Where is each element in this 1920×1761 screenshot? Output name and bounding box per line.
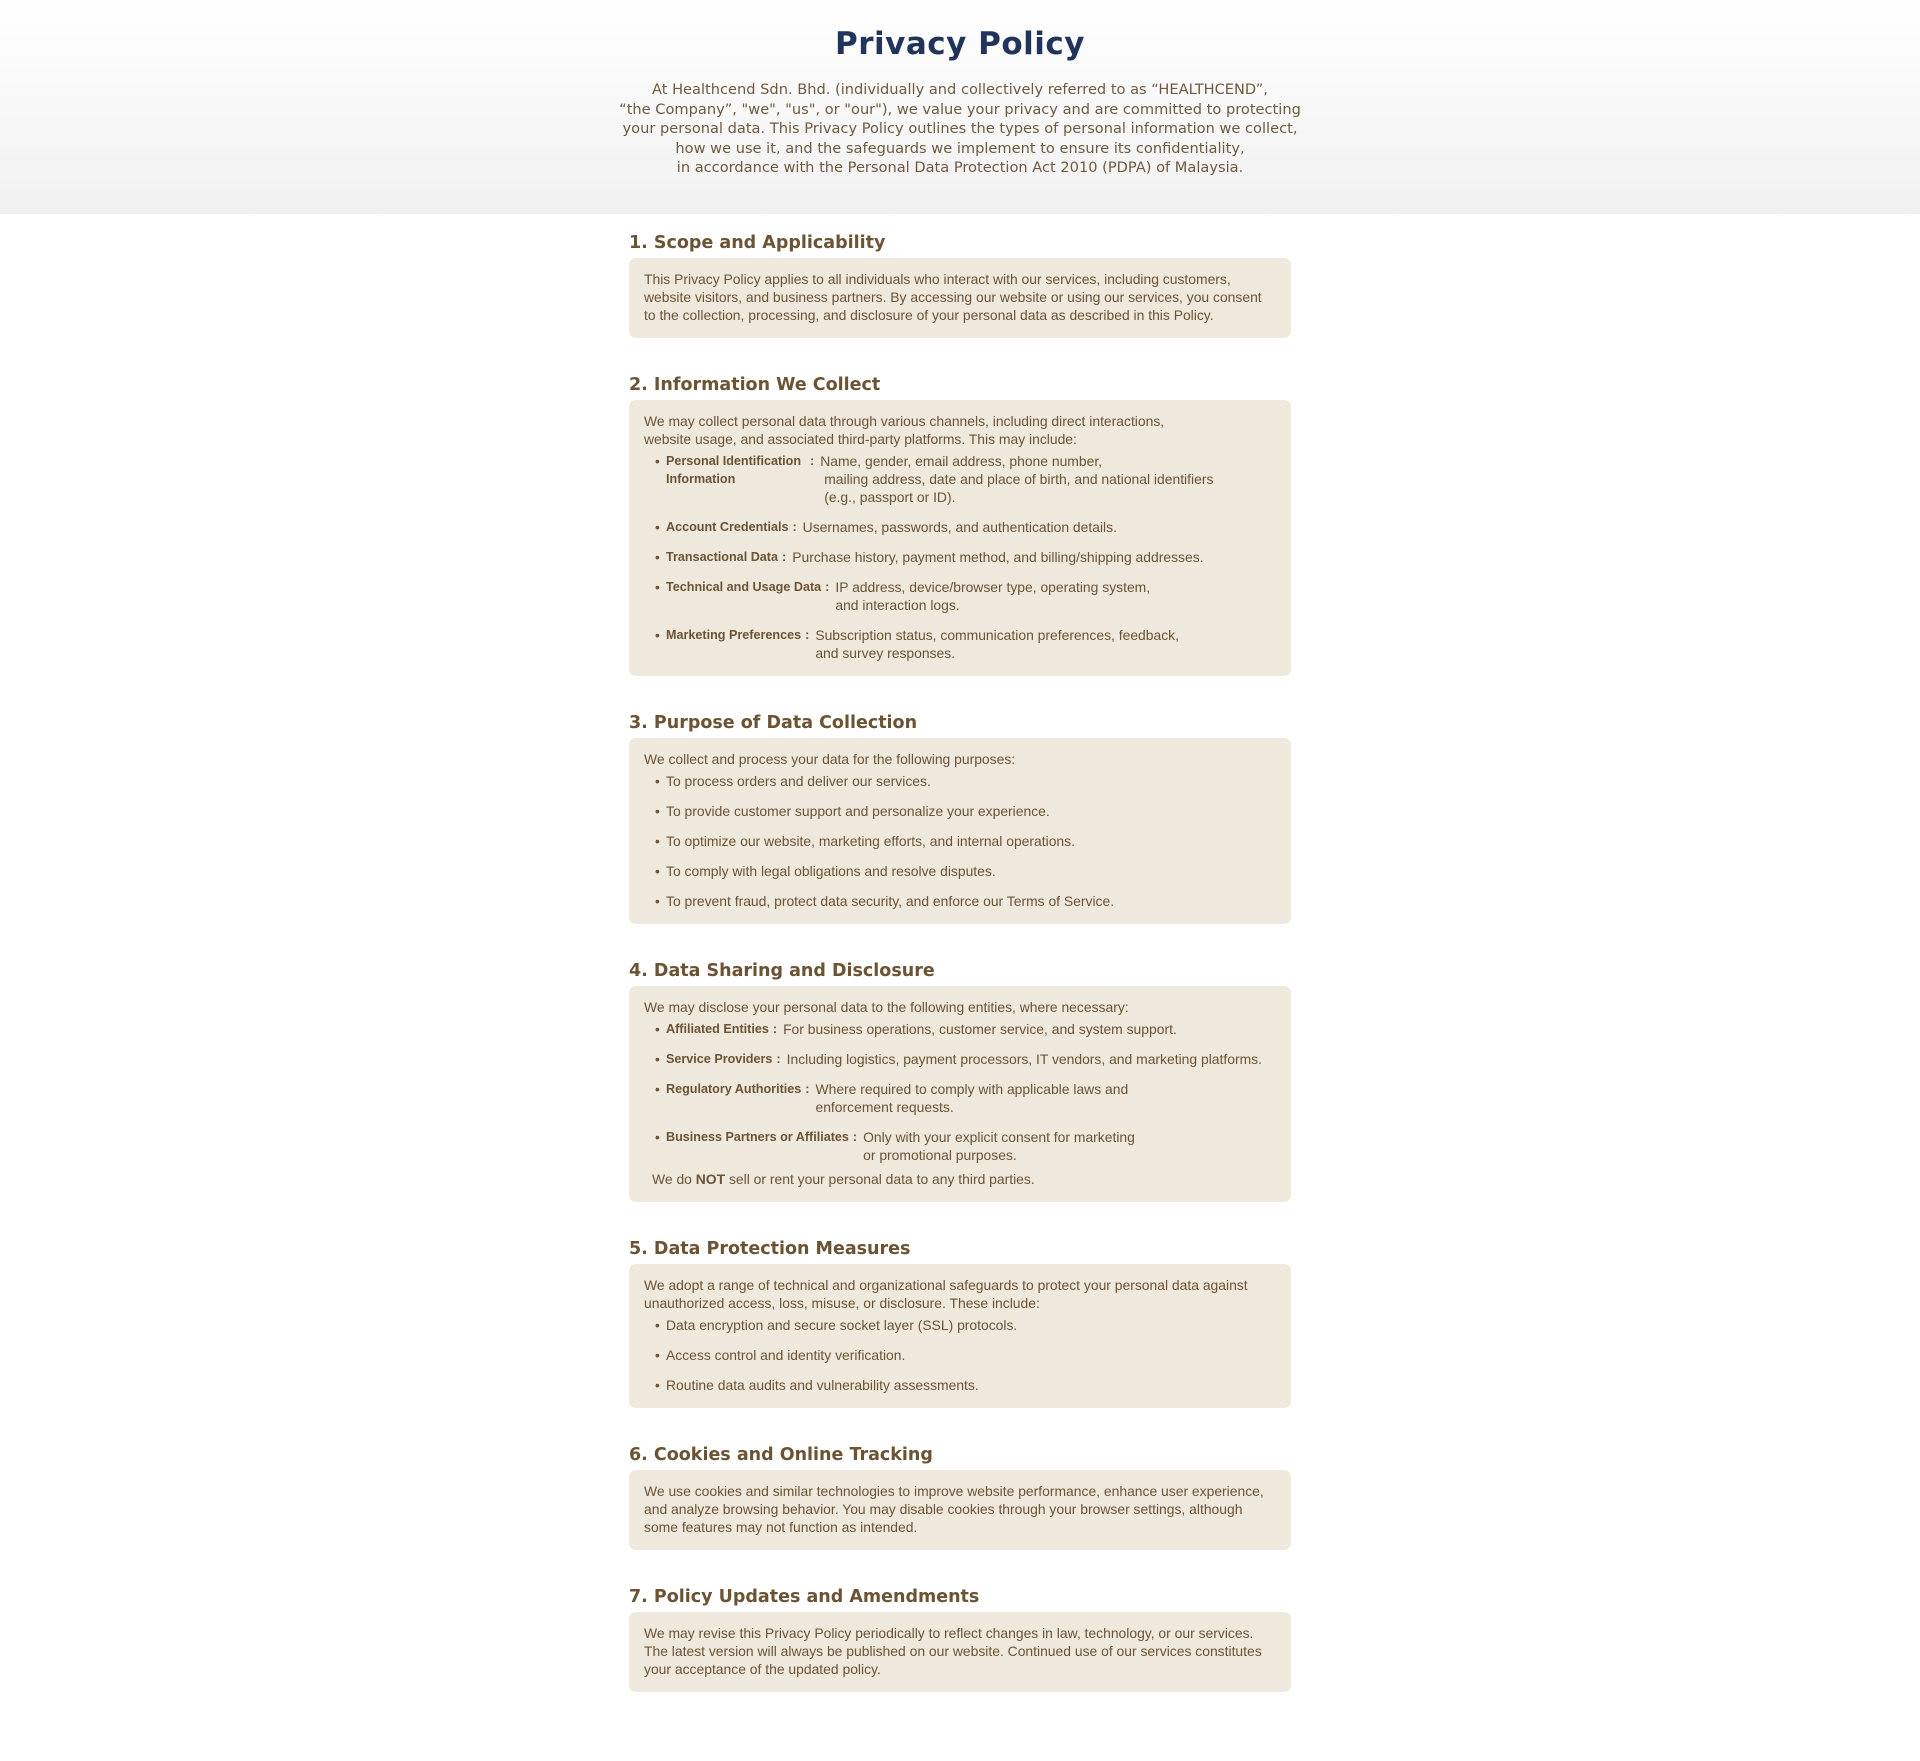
item-term: • Technical and Usage Data <box>666 580 822 594</box>
list-item: • To process orders and deliver our services. <box>666 772 1276 790</box>
list-item: • Business Partners or Affiliates : Only with your explicit consent for marketing or promotional purposes. <box>666 1128 1276 1164</box>
list-item: • Regulatory Authorities : Where required to comply with applicable laws and enforcement requests. <box>666 1080 1276 1116</box>
item-description: For business operations, customer service, and system support. <box>783 1021 1177 1037</box>
section-title: 7. Policy Updates and Amendments <box>629 1587 980 1607</box>
item-term: • Service Providers <box>666 1052 773 1066</box>
body-line: website visitors, and business partners. By accessing our website or using our services, you consent <box>644 289 1262 305</box>
list-item: • To optimize our website, marketing efforts, and internal operations. <box>666 832 1276 850</box>
body-line: and analyze browsing behavior. You may disable cookies through your browser settings, although <box>644 1501 1243 1517</box>
list-item: • To comply with legal obligations and resolve disputes. <box>666 862 1276 880</box>
item-term: • Personal Identification Information <box>666 454 802 486</box>
section-title: 3. Purpose of Data Collection <box>629 713 918 733</box>
item-description: Purchase history, payment method, and billing/shipping addresses. <box>792 549 1204 565</box>
section-box <box>629 1264 1291 1408</box>
body-line: some features may not function as intended. <box>644 1519 918 1535</box>
item-description: Usernames, passwords, and authentication details. <box>802 519 1117 535</box>
no-sale-note: We do NOT sell or rent your personal data to any third parties. <box>652 1171 1035 1187</box>
body-line: The latest version will always be published on our website. Continued use of our services constitutes <box>644 1643 1262 1659</box>
section-title: 1. Scope and Applicability <box>629 233 886 253</box>
item-description: IP address, device/browser type, operating system, and interaction logs. <box>835 579 1151 613</box>
intro-paragraph <box>560 80 1360 178</box>
bullet-list <box>644 772 1276 910</box>
section-body <box>644 270 1276 324</box>
item-term: • Marketing Preferences <box>666 628 802 642</box>
section-data-sharing <box>629 958 1291 1202</box>
section-box <box>629 258 1291 338</box>
body-line: We adopt a range of technical and organizational safeguards to protect your personal data against <box>644 1277 1248 1293</box>
item-description: Name, gender, email address, phone number, mailing address, date and place of birth, and national identifiers (e.g., passport or ID). <box>820 453 1214 505</box>
item-description: Subscription status, communication preferences, feedback, and survey responses. <box>815 627 1179 661</box>
header-banner <box>0 0 1920 214</box>
section-box <box>629 738 1291 924</box>
section-intro <box>644 1276 1276 1312</box>
section-intro: We collect and process your data for the following purposes: <box>644 751 1016 767</box>
bullet-list <box>644 1316 1276 1394</box>
section-body <box>644 1482 1276 1536</box>
bullet-list <box>644 452 1276 662</box>
section-scope <box>629 230 1291 338</box>
section-box <box>629 400 1291 676</box>
body-line: unauthorized access, loss, misuse, or disclosure. These include: <box>644 1295 1040 1311</box>
body-line: This Privacy Policy applies to all individuals who interact with our services, including customers, <box>644 271 1231 287</box>
list-item: • Data encryption and secure socket layer (SSL) protocols. <box>666 1316 1276 1334</box>
section-title: 6. Cookies and Online Tracking <box>629 1445 933 1465</box>
section-box <box>629 986 1291 1202</box>
bullet-list <box>644 1020 1276 1164</box>
item-term: • Affiliated Entities <box>666 1022 769 1036</box>
policy-content <box>629 230 1291 1692</box>
item-term: • Transactional Data <box>666 550 778 564</box>
intro-line: how we use it, and the safeguards we implement to ensure its confidentiality, <box>675 139 1245 157</box>
item-description: Only with your explicit consent for marketing or promotional purposes. <box>863 1129 1135 1163</box>
item-description: Including logistics, payment processors, IT vendors, and marketing platforms. <box>786 1051 1262 1067</box>
body-line: We may collect personal data through various channels, including direct interactions, <box>644 413 1165 429</box>
intro-line: your personal data. This Privacy Policy outlines the types of personal information we collect, <box>622 120 1298 138</box>
list-item: • Routine data audits and vulnerability assessments. <box>666 1376 1276 1394</box>
emphasis-text: NOT <box>695 1171 726 1187</box>
intro-line: At Healthcend Sdn. Bhd. (individually and collectively referred to as “HEALTHCEND”, <box>652 81 1268 98</box>
section-cookies <box>629 1442 1291 1550</box>
body-line: your acceptance of the updated policy. <box>644 1661 881 1677</box>
section-policy-updates <box>629 1584 1291 1692</box>
body-line: website usage, and associated third-party platforms. This may include: <box>644 431 1077 447</box>
item-term: • Regulatory Authorities <box>666 1082 802 1096</box>
intro-line: “the Company”, "we", "us", or "our"), we value your privacy and are committed to protecting <box>619 100 1301 118</box>
list-item: • Account Credentials : Usernames, passwords, and authentication details. <box>666 518 1276 536</box>
section-intro <box>644 412 1276 448</box>
section-title: 5. Data Protection Measures <box>629 1239 911 1259</box>
item-term: • Account Credentials <box>666 520 789 534</box>
item-description: Where required to comply with applicable laws and enforcement requests. <box>815 1081 1129 1115</box>
body-line: We use cookies and similar technologies to improve website performance, enhance user experience, <box>644 1483 1264 1499</box>
list-item: • Affiliated Entities : For business operations, customer service, and system support. <box>666 1020 1276 1038</box>
list-item: • Service Providers : Including logistics, payment processors, IT vendors, and marketing platforms. <box>666 1050 1276 1068</box>
intro-line: in accordance with the Personal Data Protection Act 2010 (PDPA) of Malaysia. <box>676 159 1244 177</box>
section-box <box>629 1470 1291 1550</box>
item-term: • Business Partners or Affiliates <box>666 1130 849 1144</box>
list-item: • To provide customer support and personalize your experience. <box>666 802 1276 820</box>
section-data-protection <box>629 1236 1291 1408</box>
list-item: • To prevent fraud, protect data security, and enforce our Terms of Service. <box>666 892 1276 910</box>
body-line: to the collection, processing, and disclosure of your personal data as described in this Policy. <box>644 307 1214 323</box>
section-title: 4. Data Sharing and Disclosure <box>629 961 935 981</box>
section-box <box>629 1612 1291 1692</box>
section-intro: We may disclose your personal data to the following entities, where necessary: <box>644 999 1129 1015</box>
section-purpose <box>629 710 1291 924</box>
list-item: • Access control and identity verification. <box>666 1346 1276 1364</box>
list-item: • Technical and Usage Data : IP address, device/browser type, operating system, and interaction logs. <box>666 578 1276 614</box>
section-body <box>644 1624 1276 1678</box>
list-item: • Transactional Data : Purchase history, payment method, and billing/shipping addresses. <box>666 548 1276 566</box>
section-title: 2. Information We Collect <box>629 375 881 395</box>
list-item: • Personal Identification Information : Name, gender, email address, phone number, mailing address, date and place of birth, and national identifiers (e.g., passport or ID). <box>666 452 1276 506</box>
page-title: Privacy Policy <box>835 26 1085 62</box>
body-line: We may revise this Privacy Policy periodically to reflect changes in law, technology, or our services. <box>644 1625 1254 1641</box>
section-information-collected <box>629 372 1291 676</box>
list-item: • Marketing Preferences : Subscription status, communication preferences, feedback, and survey responses. <box>666 626 1276 662</box>
